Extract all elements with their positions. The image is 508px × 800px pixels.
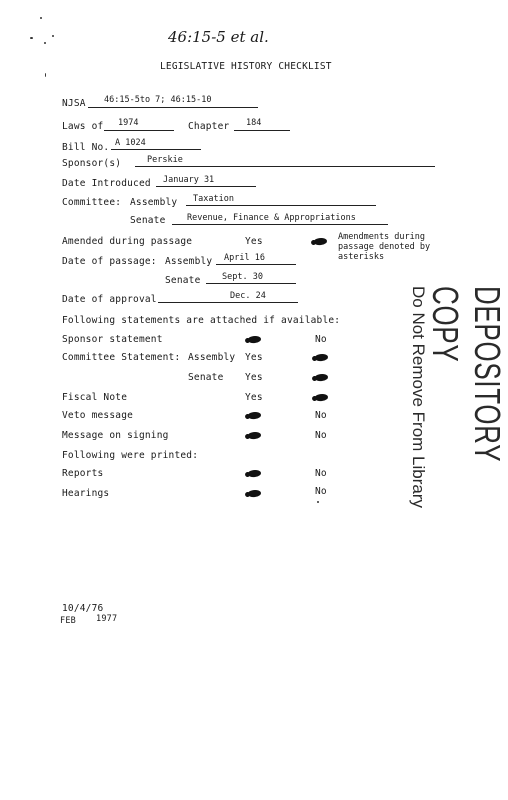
committee-statement-label: Committee Statement:	[62, 352, 181, 363]
committee-senate-label: Senate	[130, 215, 166, 226]
speck	[45, 73, 46, 77]
sponsors-underline	[135, 166, 435, 167]
following-printed-heading: Following were printed:	[62, 450, 199, 461]
fiscal-note-yes: Yes	[245, 392, 263, 403]
footer-date-2-year: 1977	[96, 614, 118, 624]
date-of-approval-underline	[158, 302, 298, 303]
njsa-underline	[88, 107, 258, 108]
bill-no-label: Bill No.	[62, 142, 110, 153]
committee-assembly-value: Taxation	[193, 194, 234, 204]
reports-no: No	[315, 468, 327, 479]
committee-statement-assembly-label: Assembly	[188, 352, 236, 363]
date-introduced-underline	[156, 186, 256, 187]
hearings-label: Hearings	[62, 488, 110, 499]
committee-statement-senate-label: Senate	[188, 372, 224, 383]
committee-statement-assembly-yes: Yes	[245, 352, 263, 363]
committee-statement-senate-yes: Yes	[245, 372, 263, 383]
date-of-passage-label: Date of passage:	[62, 256, 157, 267]
laws-of-label: Laws of	[62, 121, 104, 132]
njsa-label: NJSA	[62, 98, 86, 109]
chapter-label: Chapter	[188, 121, 230, 132]
committee-label: Committee:	[62, 197, 122, 208]
sponsor-statement-label: Sponsor statement	[62, 334, 163, 345]
committee-senate-underline	[172, 224, 388, 225]
bill-no-value: A 1024	[115, 138, 146, 148]
following-attached-heading: Following statements are attached if available:	[62, 315, 341, 326]
passage-assembly-label: Assembly	[165, 256, 213, 267]
stamp-line-1: DEPOSITORY COPY	[425, 286, 508, 462]
check-mark	[315, 353, 329, 362]
check-mark	[315, 373, 329, 382]
committee-assembly-underline	[186, 205, 376, 206]
laws-of-underline	[104, 130, 174, 131]
check-mark	[248, 335, 262, 344]
fiscal-note-label: Fiscal Note	[62, 392, 128, 403]
veto-message-no: No	[315, 410, 327, 421]
sponsor-statement-no: No	[315, 334, 327, 345]
laws-of-value: 1974	[118, 118, 139, 128]
passage-assembly-value: April 16	[224, 253, 265, 263]
bill-no-underline	[111, 149, 201, 150]
speck	[40, 17, 42, 19]
sponsors-label: Sponsor(s)	[62, 158, 122, 169]
check-mark	[248, 489, 262, 498]
sponsors-value: Perskie	[147, 155, 183, 165]
speck	[52, 35, 54, 37]
footer-date-1: 10/4/76	[62, 603, 104, 614]
check-mark	[248, 411, 262, 420]
chapter-underline	[234, 130, 290, 131]
passage-assembly-underline	[216, 264, 296, 265]
page-title: LEGISLATIVE HISTORY CHECKLIST	[160, 61, 332, 72]
speck	[317, 501, 319, 503]
check-mark	[315, 393, 329, 402]
check-mark	[248, 469, 262, 478]
amended-value: Yes	[245, 236, 263, 247]
date-introduced-value: January 31	[163, 175, 215, 185]
footer-date-2-month: FEB	[60, 616, 76, 626]
handwritten-reference: 46:15-5 et al.	[168, 28, 269, 46]
amended-label: Amended during passage	[62, 236, 193, 247]
message-on-signing-label: Message on signing	[62, 430, 169, 441]
amendments-note: Amendments during passage denoted by asterisks	[338, 232, 431, 262]
date-introduced-label: Date Introduced	[62, 178, 151, 189]
reports-label: Reports	[62, 468, 104, 479]
date-of-approval-label: Date of approval	[62, 294, 157, 305]
committee-senate-value: Revenue, Finance & Appropriations	[187, 213, 356, 223]
depository-stamp	[408, 286, 508, 530]
hearings-no: No	[315, 486, 327, 497]
committee-assembly-label: Assembly	[130, 197, 178, 208]
passage-senate-label: Senate	[165, 275, 201, 286]
check-mark	[248, 431, 262, 440]
stamp-line-2: Do Not Remove From Library	[409, 286, 428, 509]
veto-message-label: Veto message	[62, 410, 134, 421]
date-of-approval-value: Dec. 24	[230, 291, 266, 301]
check-mark	[314, 237, 328, 246]
passage-senate-underline	[206, 283, 296, 284]
passage-senate-value: Sept. 30	[222, 272, 263, 282]
speck	[30, 37, 33, 39]
njsa-value: 46:15-5to 7; 46:15-10	[104, 95, 212, 105]
chapter-value: 184	[246, 118, 262, 128]
message-on-signing-no: No	[315, 430, 327, 441]
speck	[44, 42, 46, 44]
